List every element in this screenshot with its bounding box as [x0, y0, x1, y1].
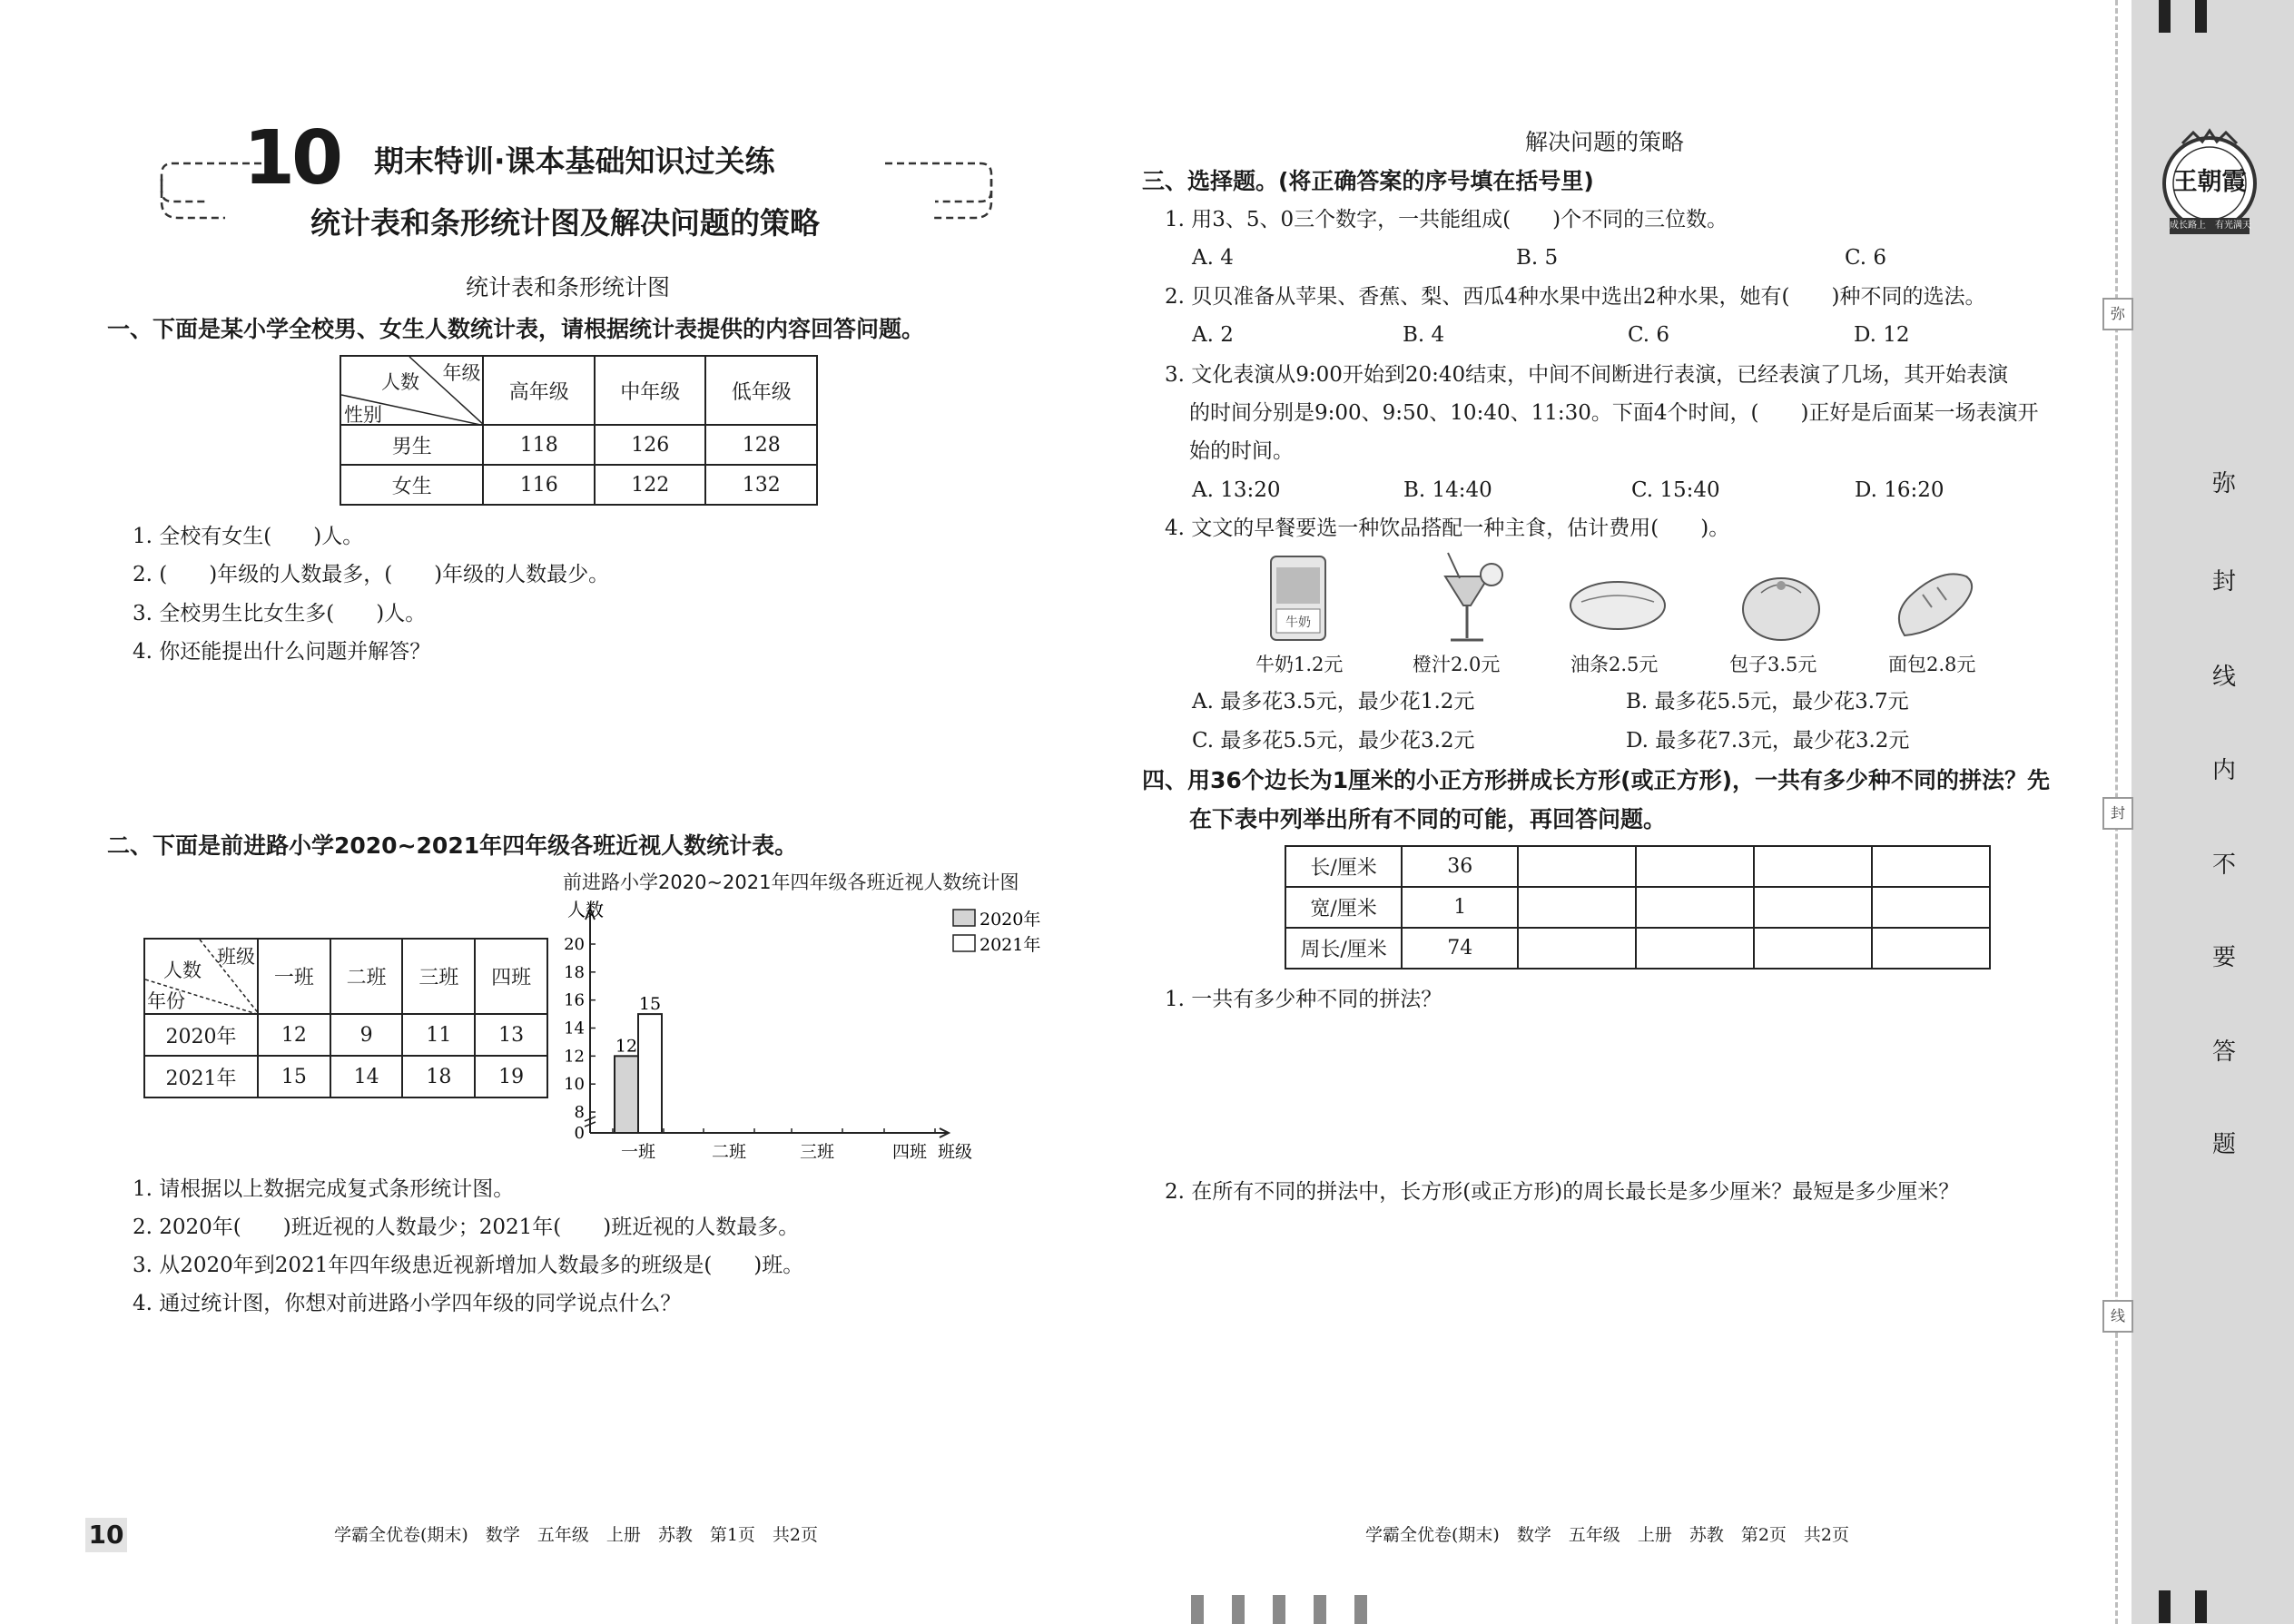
q4-empty-cell[interactable] — [1518, 846, 1636, 887]
milk-icon — [1271, 556, 1325, 640]
q4-heading-line2: 在下表中列举出所有不同的可能，再回答问题。 — [1189, 806, 1667, 832]
x-tick-label: 二班 — [711, 1142, 747, 1162]
q1-table-corner — [340, 356, 483, 425]
q2-cell: 13 — [475, 1014, 547, 1056]
registration-mark — [1232, 1595, 1245, 1624]
y-tick-label: 8 — [574, 1103, 585, 1122]
q3-3-option: B. 14:40 — [1403, 478, 1492, 502]
q1-col-header: 高年级 — [483, 356, 595, 425]
q4-empty-cell[interactable] — [1872, 928, 1990, 969]
brand-logo — [2157, 127, 2262, 243]
youtiao-icon — [1570, 582, 1665, 629]
y-tick-label: 12 — [564, 1047, 585, 1067]
table-row — [144, 1014, 547, 1056]
q2-cell: 15 — [258, 1056, 330, 1097]
q3-4-option: C. 最多花5.5元，最少花3.2元 — [1192, 729, 1475, 753]
table-row — [1285, 887, 1990, 928]
q4-item-2: 2. 在所有不同的拼法中，长方形(或正方形)的周长最长是多少厘米？最短是多少厘米？ — [1165, 1180, 1960, 1204]
q2-col-header: 三班 — [402, 939, 475, 1014]
q4-empty-cell[interactable] — [1754, 887, 1872, 928]
q1-row-label: 女生 — [340, 465, 483, 505]
bar-data-label: 12 — [615, 1036, 638, 1057]
food-illustrations — [1244, 549, 2061, 649]
q4-empty-cell[interactable] — [1636, 928, 1754, 969]
orange-juice-icon — [1445, 553, 1502, 640]
q4-cell: 36 — [1402, 846, 1518, 887]
bread-icon — [1899, 574, 1972, 635]
q3-3-stem-line2: 的时间分别是9:00、9:50、10:40、11:30。下面4个时间，( )正好是后面某一场表演开 — [1189, 401, 2039, 425]
q1-cell: 126 — [595, 425, 706, 465]
q1-corner-gender: 性别 — [344, 404, 382, 426]
legend-label: 2021年 — [980, 935, 1041, 955]
y-tick-label: 20 — [564, 935, 585, 954]
header-title: 期末特训·课本基础知识过关练 — [374, 143, 775, 179]
logo-banner: 成长路上 有光满天 — [2170, 221, 2251, 231]
q1-student-table — [340, 355, 818, 506]
binding-vertical-char: 答 — [2211, 1038, 2236, 1066]
food-label: 油条2.5元 — [1570, 654, 1659, 675]
q4-empty-cell[interactable] — [1518, 887, 1636, 928]
q3-1-option: B. 5 — [1516, 246, 1559, 270]
table-row — [340, 425, 817, 465]
q3-3-option: A. 13:20 — [1192, 478, 1281, 502]
bar-data-label: 15 — [638, 994, 662, 1015]
q1-cell: 132 — [705, 465, 817, 505]
q3-3-stem-line3: 始的时间。 — [1189, 439, 1294, 463]
y-tick-label: 10 — [564, 1075, 585, 1095]
registration-mark — [2195, 1590, 2207, 1623]
food-label: 面包2.8元 — [1888, 654, 1976, 675]
q2-corner-count: 人数 — [163, 960, 202, 981]
table-row — [144, 1056, 547, 1097]
binding-vertical-char: 弥 — [2211, 470, 2236, 497]
q3-2-option: D. 12 — [1854, 323, 1910, 347]
lesson-number: 10 — [243, 115, 340, 202]
binding-vertical-char: 要 — [2211, 944, 2236, 971]
q3-1-option: C. 6 — [1845, 246, 1887, 270]
seal-mark: 弥 — [2102, 298, 2133, 330]
bar-2021年 — [638, 1014, 662, 1133]
q3-3-option: D. 16:20 — [1855, 478, 1944, 502]
binding-strip — [2132, 0, 2294, 1624]
seal-mark: 线 — [2102, 1300, 2133, 1333]
q2-row-label: 2020年 — [144, 1014, 258, 1056]
x-tick-label: 四班 — [891, 1142, 928, 1162]
header-subtitle: 统计表和条形统计图及解决问题的策略 — [310, 205, 820, 241]
q2-item-2: 2. 2020年( )班近视的人数最少；2021年( )班近视的人数最多。 — [133, 1216, 800, 1239]
q4-row-label: 周长/厘米 — [1285, 928, 1402, 969]
chart-title: 前进路小学2020~2021年四年级各班近视人数统计图 — [563, 871, 1019, 893]
q3-1-stem: 1. 用3、5、0三个数字，一共能组成( )个不同的三位数。 — [1165, 208, 1728, 231]
q4-empty-cell[interactable] — [1754, 846, 1872, 887]
y-tick-label: 0 — [574, 1124, 585, 1143]
myopia-bar-chart — [549, 894, 1058, 1166]
binding-vertical-char: 线 — [2211, 664, 2236, 691]
q4-row-label: 长/厘米 — [1285, 846, 1402, 887]
q3-2-stem: 2. 贝贝准备从苹果、香蕉、梨、西瓜4种水果中选出2种水果，她有( )种不同的选法。 — [1165, 285, 1986, 309]
legend-label: 2020年 — [980, 910, 1041, 930]
q4-cell: 74 — [1402, 928, 1518, 969]
q1-row-label: 男生 — [340, 425, 483, 465]
q2-cell: 12 — [258, 1014, 330, 1056]
y-tick-label: 16 — [564, 990, 585, 1010]
y-tick-label: 14 — [564, 1019, 585, 1038]
y-axis-label: 人数 — [567, 899, 604, 920]
food-label: 牛奶1.2元 — [1255, 654, 1344, 675]
q2-cell: 18 — [402, 1056, 475, 1097]
seal-mark: 封 — [2102, 797, 2133, 830]
food-label: 橙汁2.0元 — [1413, 654, 1501, 675]
q2-item-3: 3. 从2020年到2021年四年级患近视新增加人数最多的班级是( )班。 — [133, 1254, 804, 1277]
q2-row-label: 2021年 — [144, 1056, 258, 1097]
q2-cell: 11 — [402, 1014, 475, 1056]
table-row — [1285, 928, 1990, 969]
registration-mark — [1354, 1595, 1367, 1624]
q1-cell: 122 — [595, 465, 706, 505]
y-tick-label: 18 — [564, 962, 585, 982]
q3-1-option: A. 4 — [1192, 246, 1234, 270]
binding-vertical-char: 题 — [2211, 1131, 2236, 1158]
q2-table-corner — [144, 939, 258, 1014]
q1-corner-count: 人数 — [381, 371, 419, 393]
binding-vertical-char: 不 — [2211, 851, 2236, 879]
binding-vertical-char: 封 — [2211, 568, 2236, 595]
registration-mark — [2159, 0, 2171, 33]
registration-mark — [1273, 1595, 1285, 1624]
legend-swatch — [953, 910, 975, 926]
q3-4-option: B. 最多花5.5元，最少花3.7元 — [1626, 690, 1909, 714]
q3-2-option: B. 4 — [1403, 323, 1445, 347]
q1-cell: 118 — [483, 425, 595, 465]
q2-col-header: 一班 — [258, 939, 330, 1014]
q1-item-2: 2. ( )年级的人数最多，( )年级的人数最少。 — [133, 563, 610, 586]
q1-item-1: 1. 全校有女生( )人。 — [133, 525, 364, 548]
q2-col-header: 二班 — [330, 939, 403, 1014]
q1-col-header: 中年级 — [595, 356, 706, 425]
page-number: 10 — [85, 1518, 127, 1552]
baozi-icon — [1743, 578, 1819, 640]
logo-text: 王朝霞 — [2172, 168, 2247, 196]
x-tick-label: 一班 — [620, 1142, 656, 1162]
table-row — [340, 465, 817, 505]
registration-mark — [2195, 0, 2207, 33]
q3-4-stem: 4. 文文的早餐要选一种饮品搭配一种主食，估计费用( )。 — [1165, 517, 1730, 540]
q4-empty-cell[interactable] — [1636, 846, 1754, 887]
q2-heading: 二、下面是前进路小学2020~2021年四年级各班近视人数统计表。 — [107, 832, 798, 859]
x-axis-label: 班级 — [938, 1142, 973, 1162]
q4-empty-cell[interactable] — [1636, 887, 1754, 928]
q4-empty-cell[interactable] — [1872, 887, 1990, 928]
food-label: 包子3.5元 — [1729, 654, 1817, 675]
q2-cell: 14 — [330, 1056, 403, 1097]
q2-myopia-table — [143, 938, 548, 1098]
q4-cell: 1 — [1402, 887, 1518, 928]
q2-col-header: 四班 — [475, 939, 547, 1014]
section-title-statistics: 统计表和条形统计图 — [466, 274, 671, 300]
table-row — [1285, 846, 1990, 887]
q4-empty-cell[interactable] — [1518, 928, 1636, 969]
legend-swatch — [953, 935, 975, 951]
registration-mark — [1191, 1595, 1204, 1624]
q4-empty-cell[interactable] — [1872, 846, 1990, 887]
q1-col-header: 低年级 — [705, 356, 817, 425]
q1-item-4: 4. 你还能提出什么问题并解答？ — [133, 640, 431, 664]
q2-item-4: 4. 通过统计图，你想对前进路小学四年级的同学说点什么？ — [133, 1292, 682, 1315]
q2-cell: 9 — [330, 1014, 403, 1056]
q1-heading: 一、下面是某小学全校男、女生人数统计表，请根据统计表提供的内容回答问题。 — [107, 316, 925, 342]
section-title-strategy: 解决问题的策略 — [1525, 129, 1685, 155]
registration-mark — [1314, 1595, 1326, 1624]
footer-left: 学霸全优卷(期末) 数学 五年级 上册 苏教 第1页 共2页 — [334, 1525, 819, 1545]
q3-4-option: A. 最多花3.5元，最少花1.2元 — [1192, 690, 1475, 714]
binding-vertical-char: 内 — [2211, 757, 2236, 784]
q1-corner-grade: 年级 — [442, 362, 481, 384]
q1-cell: 116 — [483, 465, 595, 505]
svg-text:牛奶: 牛奶 — [1285, 615, 1311, 630]
q4-item-1: 1. 一共有多少种不同的拼法？ — [1165, 988, 1442, 1011]
q3-4-option: D. 最多花7.3元，最少花3.2元 — [1626, 729, 1910, 753]
q4-heading-line1: 四、用36个边长为1厘米的小正方形拼成长方形(或正方形)，一共有多少种不同的拼法？先 — [1142, 767, 2051, 793]
q1-cell: 128 — [705, 425, 817, 465]
q4-row-label: 宽/厘米 — [1285, 887, 1402, 928]
x-tick-label: 三班 — [799, 1142, 835, 1162]
q3-2-option: A. 2 — [1192, 323, 1234, 347]
q3-2-option: C. 6 — [1628, 323, 1670, 347]
q2-cell: 19 — [475, 1056, 547, 1097]
bar-2020年 — [615, 1056, 638, 1133]
q2-corner-class: 班级 — [216, 946, 255, 968]
q4-rectangle-table — [1285, 845, 1991, 969]
registration-mark — [2159, 1590, 2171, 1623]
q3-heading: 三、选择题。(将正确答案的序号填在括号里) — [1142, 168, 1594, 194]
footer-right: 学霸全优卷(期末) 数学 五年级 上册 苏教 第2页 共2页 — [1365, 1525, 1850, 1545]
q3-3-option: C. 15:40 — [1631, 478, 1720, 502]
q4-empty-cell[interactable] — [1754, 928, 1872, 969]
q3-3-stem-line1: 3. 文化表演从9:00开始到20:40结束，中间不间断进行表演，已经表演了几场，其开始表演 — [1165, 363, 2009, 387]
q2-corner-year: 年份 — [147, 990, 185, 1012]
q1-item-3: 3. 全校男生比女生多( )人。 — [133, 602, 427, 625]
q2-item-1: 1. 请根据以上数据完成复式条形统计图。 — [133, 1177, 515, 1201]
